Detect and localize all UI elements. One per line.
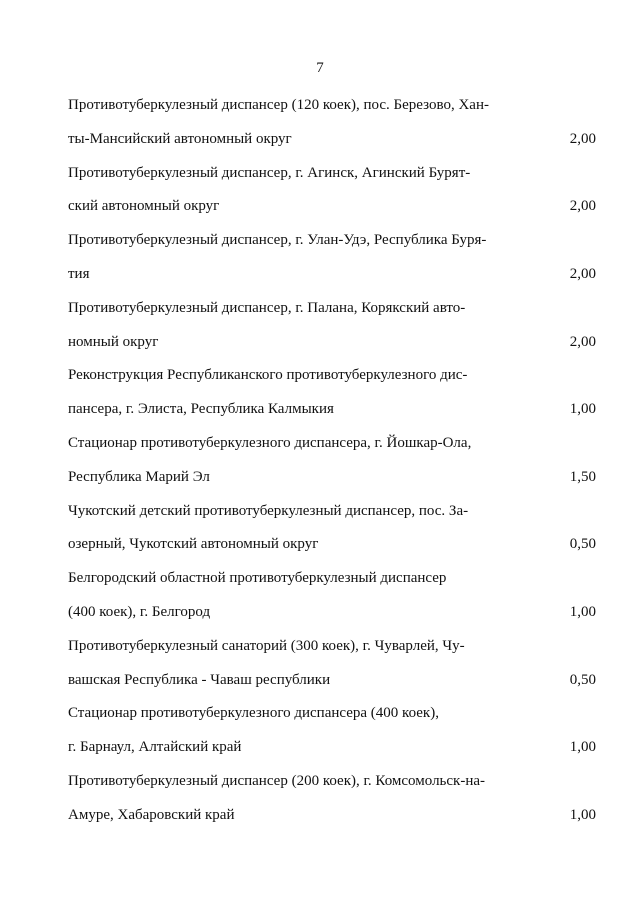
list-item: [68, 157, 596, 225]
entry-text-line-2: ский автономный округ: [68, 198, 220, 215]
entry-text-line-2: г. Барнаул, Алтайский край: [68, 739, 242, 756]
entry-line-2: [68, 393, 596, 427]
list-item: [68, 495, 596, 563]
list-item: [68, 562, 596, 630]
entry-text-line-2: тия: [68, 265, 90, 282]
entry-line-2: [68, 190, 596, 224]
entry-value: 1,00: [569, 806, 596, 823]
entry-value: 1,00: [569, 603, 596, 620]
entry-value: 1,00: [569, 401, 596, 418]
entry-line-1: [68, 697, 596, 731]
list-item: [68, 224, 596, 292]
entry-value: 2,00: [569, 333, 596, 350]
list-item: [68, 630, 596, 698]
entry-text-line-2: (400 коек), г. Белгород: [68, 603, 211, 620]
entry-line-1: [68, 157, 596, 191]
entry-text-line-2: номный округ: [68, 333, 159, 350]
entry-text-line-1: Стационар противотуберкулезного диспансера (400 коек),: [68, 705, 439, 722]
entry-line-1: [68, 224, 596, 258]
entry-value: 2,00: [569, 198, 596, 215]
entry-line-2: [68, 664, 596, 698]
list-item: [68, 292, 596, 360]
entry-line-1: [68, 427, 596, 461]
entry-list: [68, 89, 596, 833]
entry-line-2: [68, 731, 596, 765]
entry-text-line-1: Противотуберкулезный санаторий (300 коек), г. Чуварлей, Чу-: [68, 637, 465, 654]
entry-line-2: [68, 258, 596, 292]
list-item: [68, 697, 596, 765]
entry-text-line-1: Противотуберкулезный диспансер, г. Агинск, Агинский Бурят-: [68, 164, 471, 181]
entry-text-line-2: Амуре, Хабаровский край: [68, 806, 235, 823]
entry-value: 2,00: [569, 265, 596, 282]
entry-line-1: [68, 630, 596, 664]
entry-line-2: [68, 123, 596, 157]
entry-line-2: [68, 799, 596, 833]
entry-line-2: [68, 326, 596, 360]
entry-line-2: [68, 528, 596, 562]
entry-text-line-2: Республика Марий Эл: [68, 468, 210, 485]
entry-line-2: [68, 461, 596, 495]
entry-text-line-2: вашская Республика - Чаваш республики: [68, 671, 331, 688]
entry-line-1: [68, 495, 596, 529]
entry-text-line-2: ты-Мансийский автономный округ: [68, 130, 292, 147]
entry-value: 0,50: [569, 671, 596, 688]
entry-text-line-1: Противотуберкулезный диспансер (200 коек), г. Комсомольск-на-: [68, 772, 486, 789]
entry-line-1: [68, 292, 596, 326]
entry-text-line-1: Противотуберкулезный диспансер, г. Палана, Корякский авто-: [68, 299, 466, 316]
list-item: [68, 359, 596, 427]
page-number: 7: [316, 60, 324, 76]
entry-text-line-1: Белгородский областной противотуберкулезный диспансер: [68, 570, 447, 587]
entry-value: 1,50: [569, 468, 596, 485]
entry-value: 1,00: [569, 739, 596, 756]
entry-value: 0,50: [569, 536, 596, 553]
entry-text-line-1: Реконструкция Республиканского противотуберкулезного дис-: [68, 367, 468, 384]
entry-line-1: [68, 765, 596, 799]
list-item: [68, 765, 596, 833]
entry-value: 2,00: [569, 130, 596, 147]
entry-text-line-1: Противотуберкулезный диспансер, г. Улан-Удэ, Республика Буря-: [68, 232, 487, 249]
list-item: [68, 89, 596, 157]
entry-text-line-2: озерный, Чукотский автономный округ: [68, 536, 319, 553]
entry-text-line-1: Противотуберкулезный диспансер (120 коек), пос. Березово, Хан-: [68, 97, 489, 113]
entry-line-1: [68, 89, 596, 123]
entry-line-1: [68, 359, 596, 393]
entry-text-line-1: Стационар противотуберкулезного диспансера, г. Йошкар-Ола,: [68, 434, 472, 451]
entry-line-2: [68, 596, 596, 630]
entry-text-line-1: Чукотский детский противотуберкулезный диспансер, пос. За-: [68, 502, 469, 519]
entry-text-line-2: пансера, г. Элиста, Республика Калмыкия: [68, 401, 334, 418]
entry-line-1: [68, 562, 596, 596]
list-item: [68, 427, 596, 495]
